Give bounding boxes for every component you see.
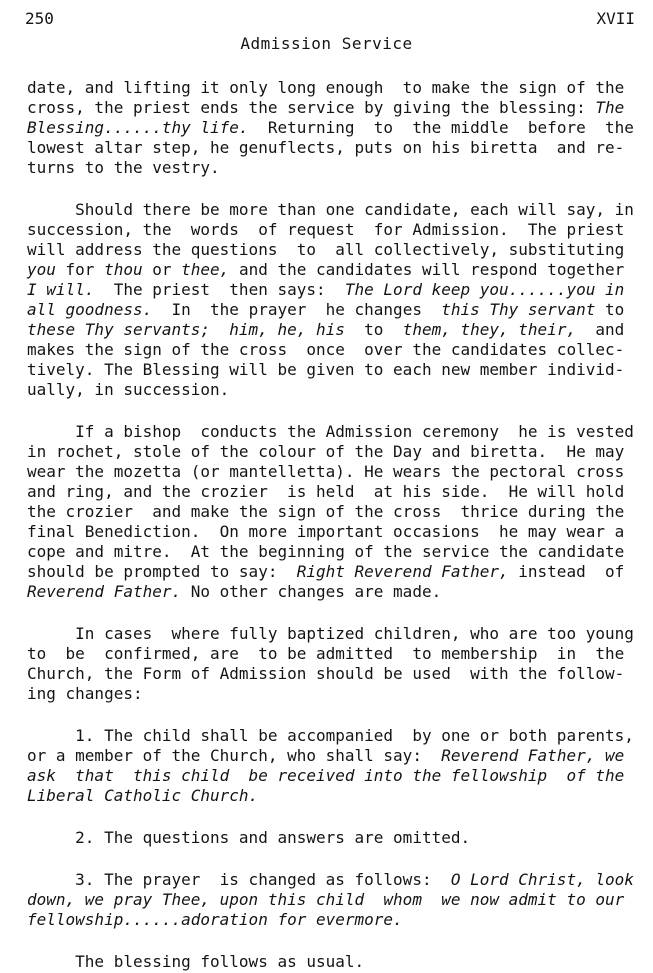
para-children-intro xyxy=(27,624,653,704)
text-line xyxy=(27,644,653,664)
text-line xyxy=(27,98,653,118)
text-segment: date, and lifting it only long enough to make the sign of the xyxy=(27,78,625,97)
text-line xyxy=(27,380,653,400)
text-segment: and xyxy=(576,320,625,339)
text-line xyxy=(27,300,653,320)
text-segment: succession, the words of request for Admission. The priest xyxy=(27,220,625,239)
text-segment: and ring, and the crozier is held at his side. He will hold xyxy=(27,482,625,501)
list-item-1 xyxy=(27,726,653,806)
text-line xyxy=(27,786,653,806)
text-line xyxy=(27,360,653,380)
italic-text-segment: thee, xyxy=(181,260,230,279)
text-line xyxy=(27,766,653,786)
text-segment: Returning to the middle before the xyxy=(248,118,634,137)
italic-text-segment: them, they, their, xyxy=(402,320,577,339)
text-segment: Should there be more than one candidate, each will say, in xyxy=(27,200,634,219)
text-line xyxy=(27,522,653,542)
text-segment: should be prompted to say: xyxy=(27,562,297,581)
text-segment: or xyxy=(142,260,182,279)
text-line xyxy=(27,422,653,442)
text-line xyxy=(27,78,653,98)
italic-text-segment: Reverend Father. xyxy=(27,582,182,601)
italic-text-segment: Right Reverend Father, xyxy=(296,562,509,581)
text-line xyxy=(27,726,653,746)
text-segment: ually, in succession. xyxy=(27,380,230,399)
text-segment: In the prayer he changes xyxy=(152,300,442,319)
text-segment: ing changes: xyxy=(27,684,143,703)
text-segment: cope and mitre. At the beginning of the service the candidate xyxy=(27,542,625,561)
text-segment: lowest altar step, he genuflects, puts on his biretta and re- xyxy=(27,138,625,157)
text-line xyxy=(27,280,653,300)
para-multiple-candidates xyxy=(27,200,653,400)
text-segment: for xyxy=(55,260,105,279)
text-line xyxy=(27,664,653,684)
document-body xyxy=(0,78,653,972)
text-line xyxy=(27,462,653,482)
text-segment: to xyxy=(344,320,403,339)
text-segment: 3. The prayer is changed as follows: xyxy=(27,870,451,889)
text-line xyxy=(27,138,653,158)
text-line xyxy=(27,260,653,280)
italic-text-segment: The xyxy=(595,98,625,117)
text-line xyxy=(27,828,653,848)
italic-text-segment: ask that this child be received into the fellowship of the xyxy=(27,766,625,785)
italic-text-segment: you xyxy=(27,260,56,279)
italic-text-segment: thou xyxy=(104,260,143,279)
text-segment: turns to the vestry. xyxy=(27,158,220,177)
text-line xyxy=(27,952,653,972)
text-line xyxy=(27,502,653,522)
text-line xyxy=(27,870,653,890)
para-blessing-end xyxy=(27,78,653,178)
text-segment: 1. The child shall be accompanied by one or both parents, xyxy=(27,726,634,745)
italic-text-segment: all goodness. xyxy=(27,300,153,319)
text-line xyxy=(27,240,653,260)
text-segment: in rochet, stole of the colour of the Day and biretta. He may xyxy=(27,442,625,461)
text-line xyxy=(27,746,653,766)
italic-text-segment: Reverend Father, we xyxy=(441,746,625,765)
text-segment: The priest then says: xyxy=(94,280,345,299)
text-segment: cross, the priest ends the service by giving the blessing: xyxy=(27,98,596,117)
text-segment: or a member of the Church, who shall say: xyxy=(27,746,442,765)
text-segment: final Benediction. On more important occasions he may wear a xyxy=(27,522,625,541)
text-segment: and the candidates will respond together xyxy=(229,260,625,279)
text-line xyxy=(27,220,653,240)
text-line xyxy=(27,118,653,138)
text-segment: wear the mozetta (or mantelletta). He wears the pectoral cross xyxy=(27,462,625,481)
page-title: Admission Service xyxy=(240,34,413,53)
text-segment: 2. The questions and answers are omitted. xyxy=(27,828,471,847)
text-segment: makes the sign of the cross once over the candidates collec- xyxy=(27,340,625,359)
text-segment: tively. The Blessing will be given to each new member individ- xyxy=(27,360,625,379)
italic-text-segment: this Thy servant xyxy=(441,300,596,319)
italic-text-segment: Liberal Catholic Church. xyxy=(27,786,259,805)
text-segment: The blessing follows as usual. xyxy=(27,952,365,971)
text-segment: Church, the Form of Admission should be used with the follow- xyxy=(27,664,625,683)
text-line xyxy=(27,158,653,178)
text-segment: If a bishop conducts the Admission ceremony he is vested xyxy=(27,422,634,441)
text-line xyxy=(27,910,653,930)
text-line xyxy=(27,624,653,644)
para-bishop-ceremony xyxy=(27,422,653,602)
text-segment: to xyxy=(595,300,625,319)
italic-text-segment: these Thy servants; him, he, his xyxy=(27,320,345,339)
para-closing xyxy=(27,952,653,972)
italic-text-segment: Blessing......thy life. xyxy=(27,118,249,137)
text-segment: the crozier and make the sign of the cross thrice during the xyxy=(27,502,625,521)
page-number: 250 xyxy=(25,9,54,28)
text-line xyxy=(27,442,653,462)
text-segment: will address the questions to all collectively, substituting xyxy=(27,240,625,259)
text-line xyxy=(27,482,653,502)
text-segment: In cases where fully baptized children, who are too young xyxy=(27,624,634,643)
italic-text-segment: The Lord keep you......you in xyxy=(344,280,625,299)
text-segment: No other changes are made. xyxy=(181,582,442,601)
text-segment: to be confirmed, are to be admitted to membership in the xyxy=(27,644,625,663)
list-item-3 xyxy=(27,870,653,930)
text-line xyxy=(27,562,653,582)
italic-text-segment: O Lord Christ, look xyxy=(450,870,634,889)
italic-text-segment: fellowship......adoration for evermore. xyxy=(27,910,403,929)
chapter-numeral: XVII xyxy=(596,9,635,28)
text-line xyxy=(27,200,653,220)
page-header xyxy=(0,0,653,28)
text-line xyxy=(27,582,653,602)
list-item-2 xyxy=(27,828,653,848)
text-segment: instead of xyxy=(508,562,625,581)
italic-text-segment: I will. xyxy=(27,280,95,299)
text-line xyxy=(27,320,653,340)
text-line xyxy=(27,684,653,704)
text-line xyxy=(27,890,653,910)
italic-text-segment: down, we pray Thee, upon this child whom we now admit to our xyxy=(27,890,625,909)
text-line xyxy=(27,340,653,360)
text-line xyxy=(27,542,653,562)
